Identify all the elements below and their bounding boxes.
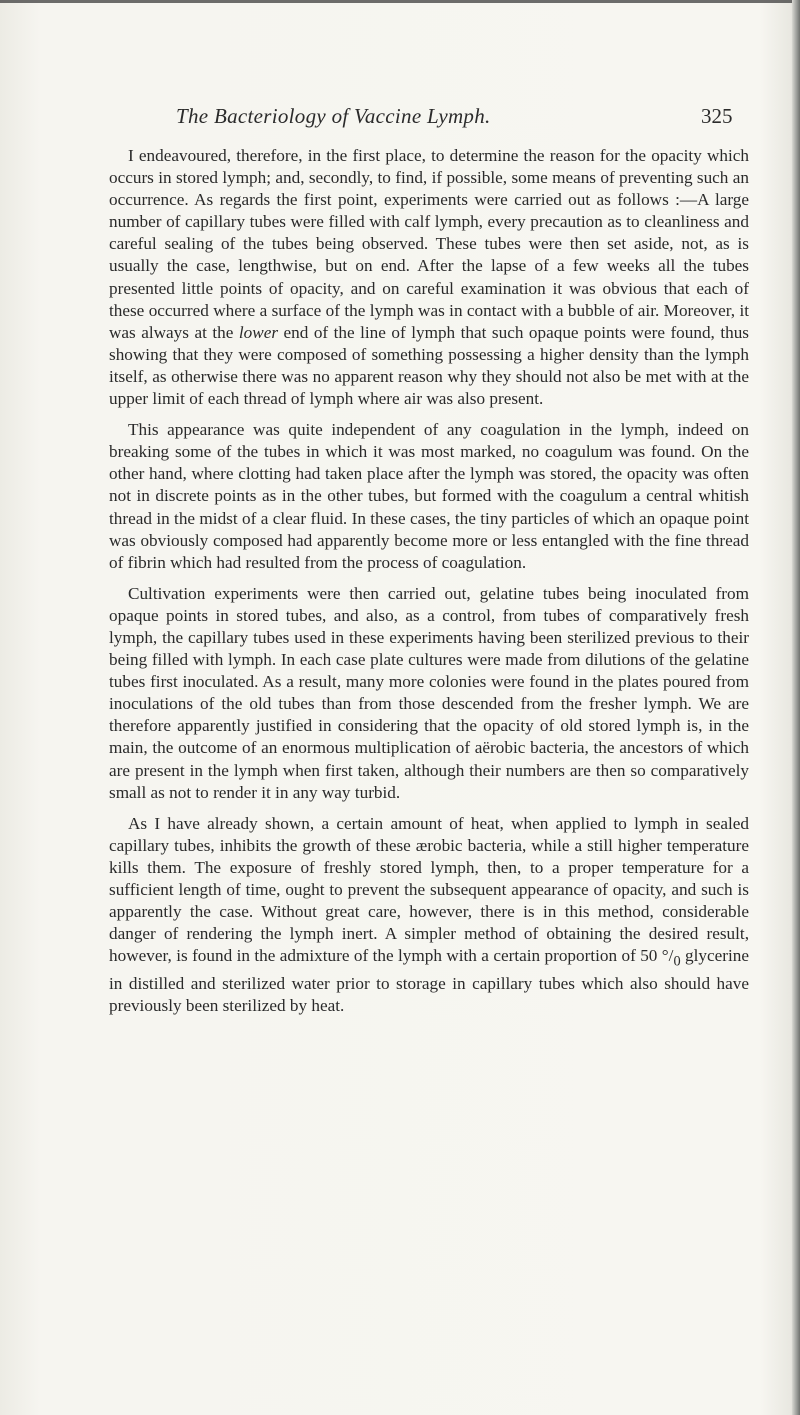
italic-emphasis: lower — [238, 322, 279, 342]
page-number: 325 — [701, 104, 733, 128]
page-binding-edge — [792, 0, 800, 1415]
text-run: I endeavoured, therefore, in the first place, to determine the reason for the opacity which occurs in stored lymph; and, secondly, to find, if possible, some means of preventing such an occurrence. As regards the first point, experiments were carried out as follows :—A large number of capillary tubes were filled with calf lymph, every precaution as to cleanliness and careful sealing of the tubes being observed. These tubes were then set aside, not, as is usually the case, lengthwise, but on end. After the lapse of a few weeks all the tubes presented little points of opacity, and on careful examination it was obvious that each of these occurred where a surface of the lymph was in contact with a bubble of air. Moreover, it was always at the — [109, 146, 749, 342]
page-top-edge — [0, 0, 800, 3]
subscript-text: 0 — [673, 953, 681, 970]
running-title: The Bacteriology of Vaccine Lymph. — [176, 104, 491, 128]
text-run: This appearance was quite independent of any coagulation in the lymph, indeed on breaking some of the tubes in which it was most marked, no coagulum was found. On the other hand, where clotting had taken place after the lymph was stored, the opacity was often not in discrete points as in the other tubes, but formed with the coagulum a central whitish thread in the midst of a clear fluid. In these cases, the tiny particles of which an opaque point was obviously composed had apparently become more or less entangled with the fine thread of fibrin which had resulted from the process of coagulation. — [109, 420, 749, 572]
paragraph — [109, 813, 749, 1017]
paragraph — [109, 419, 749, 574]
text-run: As I have already shown, a certain amount of heat, when applied to lymph in sealed capillary tubes, inhibits the growth of these ærobic bacteria, while a still higher temperature kills them. The exposure of freshly stored lymph, then, to a proper temperature for a sufficient length of time, ought to prevent the subsequent appearance of opacity, and such is apparently the case. Without great care, however, there is in this method, considerable danger of rendering the lymph inert. A simpler method of obtaining the desired result, however, is found in the admixture of the lymph with a certain proportion of 50 °/ — [109, 813, 749, 966]
paragraph — [109, 583, 749, 804]
paragraph — [109, 145, 749, 410]
text-run: Cultivation experiments were then carried out, gelatine tubes being inoculated from opaque points in stored tubes, and also, as a control, from tubes of comparatively fresh lymph, the capillary tubes used in these experiments having been sterilized previous to their being filled with lymph. In each case plate cultures were made from dilutions of the gelatine tubes first inoculated. As a result, many more colonies were found in the plates poured from inoculations of the old tubes than from those descended from the fresher lymph. We are therefore apparently justified in considering that the opacity of old stored lymph is, in the main, the outcome of an enormous multiplication of aërobic bacteria, the ancestors of which are present in the lymph when first taken, although their numbers are then so comparatively small as not to render it in any way turbid. — [109, 583, 749, 802]
page-header — [0, 104, 800, 134]
text-run: end of the line of lymph that such opaque points were found, thus showing that they were composed of something possessing a higher density than the lymph itself, as otherwise there was no apparent reason why they should not also be met with at the upper limit of each thread of lymph where air was also present. — [109, 322, 749, 409]
body-text — [109, 145, 749, 1017]
text-run: glycerine in distilled and sterilized water prior to storage in capillary tubes which also should have previously been sterilized by heat. — [109, 946, 749, 1015]
